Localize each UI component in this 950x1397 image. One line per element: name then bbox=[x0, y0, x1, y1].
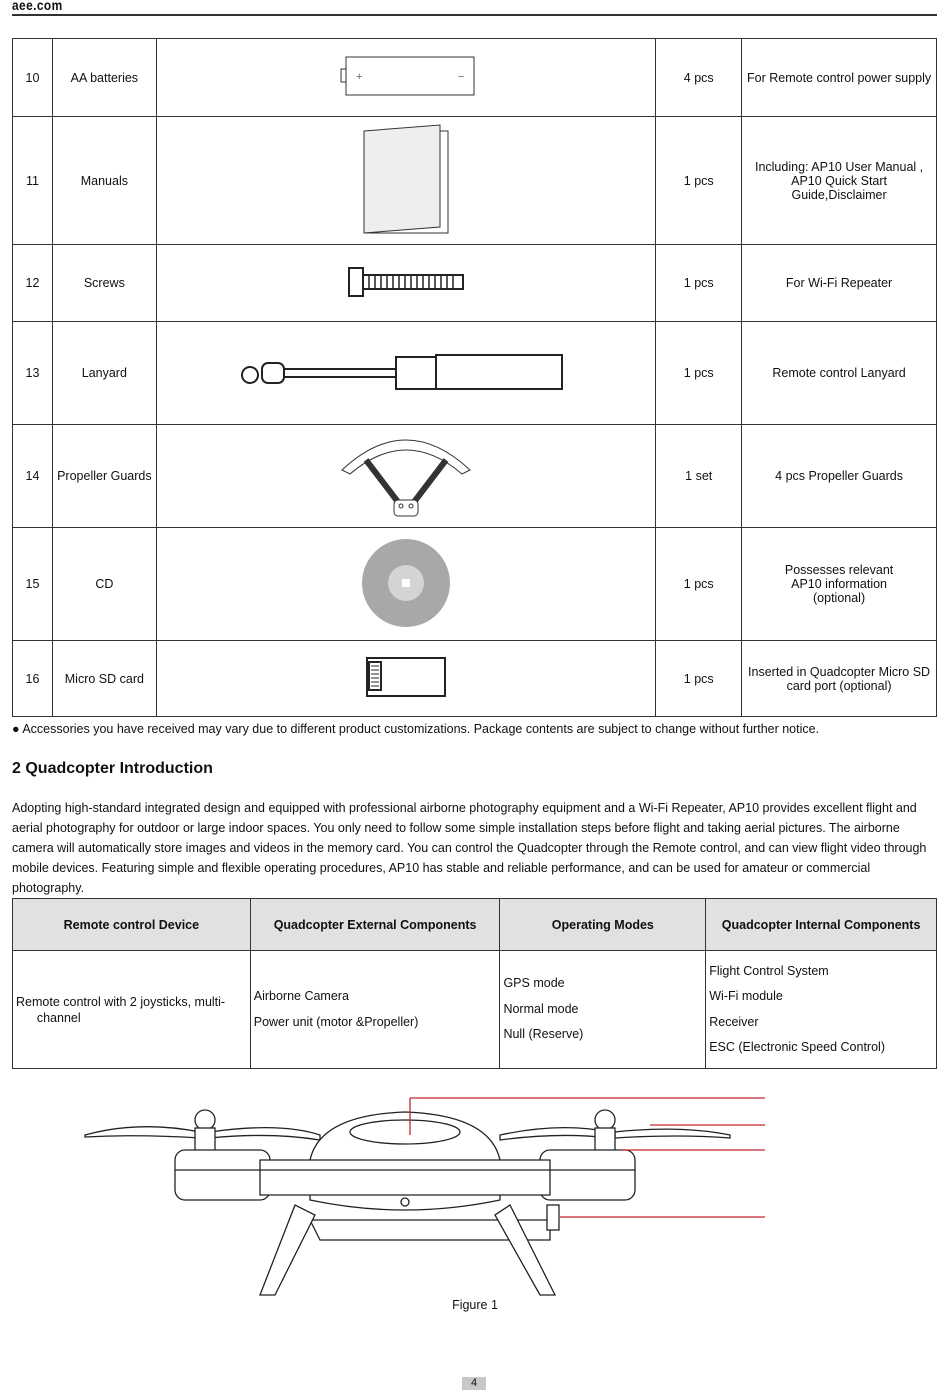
cell-text: Normal mode bbox=[503, 1001, 579, 1016]
table-row bbox=[13, 245, 937, 322]
item-name: Manuals bbox=[52, 117, 156, 245]
battery-icon bbox=[156, 39, 656, 117]
item-quantity: 1 pcs bbox=[656, 117, 742, 245]
lanyard-icon bbox=[156, 322, 656, 425]
item-description: Inserted in Quadcopter Micro SD card port (optional) bbox=[742, 641, 937, 717]
item-number: 10 bbox=[13, 39, 53, 117]
manual-icon bbox=[156, 117, 656, 245]
internal-components-cell bbox=[706, 951, 937, 1069]
cell-text: Airborne Camera bbox=[253, 989, 349, 1003]
item-description: 4 pcs Propeller Guards bbox=[742, 425, 937, 528]
item-quantity: 1 pcs bbox=[656, 245, 742, 322]
item-number: 15 bbox=[13, 528, 53, 641]
cell-text: Wi-Fi module bbox=[709, 989, 783, 1003]
section-paragraph: Adopting high-standard integrated design and equipped with professional airborne photography equipment and a Wi-Fi Repeater, AP10 provides excellent flight and aerial photography for outdoor or large indoor spaces. You only need to follow some simple installation steps before flight and taking aerial pictures. The airborne camera will automatically store images and videos in the memory card. You can control the Quadcopter through the Remote control, and can view flight video through mobile devices. Featuring simple and flexible operating procedures, AP10 has stable and reliable performance, and can be used for amateur or commercial photography. bbox=[12, 801, 927, 895]
item-name: Lanyard bbox=[52, 322, 156, 425]
item-quantity: 1 pcs bbox=[656, 322, 742, 425]
item-number: 14 bbox=[13, 425, 53, 528]
column-header: Quadcopter Internal Components bbox=[706, 899, 937, 951]
table-row bbox=[13, 951, 937, 1069]
svg-text:+: + bbox=[356, 71, 363, 83]
components-table bbox=[12, 898, 937, 1069]
item-description: For Remote control power supply bbox=[742, 39, 937, 117]
cell-text: Null (Reserve) bbox=[503, 1027, 584, 1042]
cell-text: Remote control with 2 joysticks, multi- channel bbox=[16, 994, 226, 1025]
table-row bbox=[13, 425, 937, 528]
external-components-cell bbox=[250, 951, 500, 1069]
table-row bbox=[13, 528, 937, 641]
item-quantity: 1 set bbox=[656, 425, 742, 528]
cell-text: GPS mode bbox=[503, 976, 565, 991]
cd-icon bbox=[156, 528, 656, 641]
table-row bbox=[13, 641, 937, 717]
item-quantity: 1 pcs bbox=[656, 528, 742, 641]
svg-text:−: − bbox=[458, 71, 465, 83]
table-header-row bbox=[13, 899, 937, 951]
table-row bbox=[13, 322, 937, 425]
brand-logo: aee.com bbox=[12, 0, 63, 13]
item-name: Micro SD card bbox=[52, 641, 156, 717]
accessories-note: ● Accessories you have received may vary due to different product customizations. Package contents are subject to change without further notice. bbox=[12, 722, 820, 736]
cell-text: Receiver bbox=[709, 1014, 759, 1029]
cell-text: ESC (Electronic Speed Control) bbox=[709, 1040, 885, 1054]
column-header: Quadcopter External Components bbox=[250, 899, 500, 951]
item-description: Remote control Lanyard bbox=[742, 322, 937, 425]
item-number: 11 bbox=[13, 117, 53, 245]
figure-caption: Figure 1 bbox=[452, 1298, 498, 1312]
item-description: For Wi-Fi Repeater bbox=[742, 245, 937, 322]
item-name: AA batteries bbox=[52, 39, 156, 117]
cell-text: Flight Control System bbox=[709, 963, 829, 978]
sd-card-icon bbox=[156, 641, 656, 717]
operating-modes-cell bbox=[500, 951, 706, 1069]
column-header: Operating Modes bbox=[500, 899, 706, 951]
cell-text: Power unit (motor &Propeller) bbox=[253, 1014, 419, 1029]
item-description: Possesses relevant AP10 information (optional) bbox=[742, 528, 937, 641]
table-row bbox=[13, 39, 937, 117]
screw-icon bbox=[156, 245, 656, 322]
item-name: Propeller Guards bbox=[52, 425, 156, 528]
item-name: Screws bbox=[52, 245, 156, 322]
page-number: 4 bbox=[462, 1377, 486, 1390]
remote-control-cell bbox=[13, 951, 251, 1069]
item-name: CD bbox=[52, 528, 156, 641]
package-contents-table bbox=[12, 38, 937, 717]
item-quantity: 4 pcs bbox=[656, 39, 742, 117]
item-quantity: 1 pcs bbox=[656, 641, 742, 717]
item-number: 13 bbox=[13, 322, 53, 425]
item-description: Including: AP10 User Manual , AP10 Quick Start Guide,Disclaimer bbox=[742, 117, 937, 245]
section-heading: 2 Quadcopter Introduction bbox=[12, 760, 213, 777]
quadcopter-figure bbox=[80, 1090, 780, 1300]
item-number: 12 bbox=[13, 245, 53, 322]
column-header: Remote control Device bbox=[13, 899, 251, 951]
item-number: 16 bbox=[13, 641, 53, 717]
table-row bbox=[13, 117, 937, 245]
propeller-guard-icon bbox=[156, 425, 656, 528]
header-rule bbox=[12, 14, 937, 16]
